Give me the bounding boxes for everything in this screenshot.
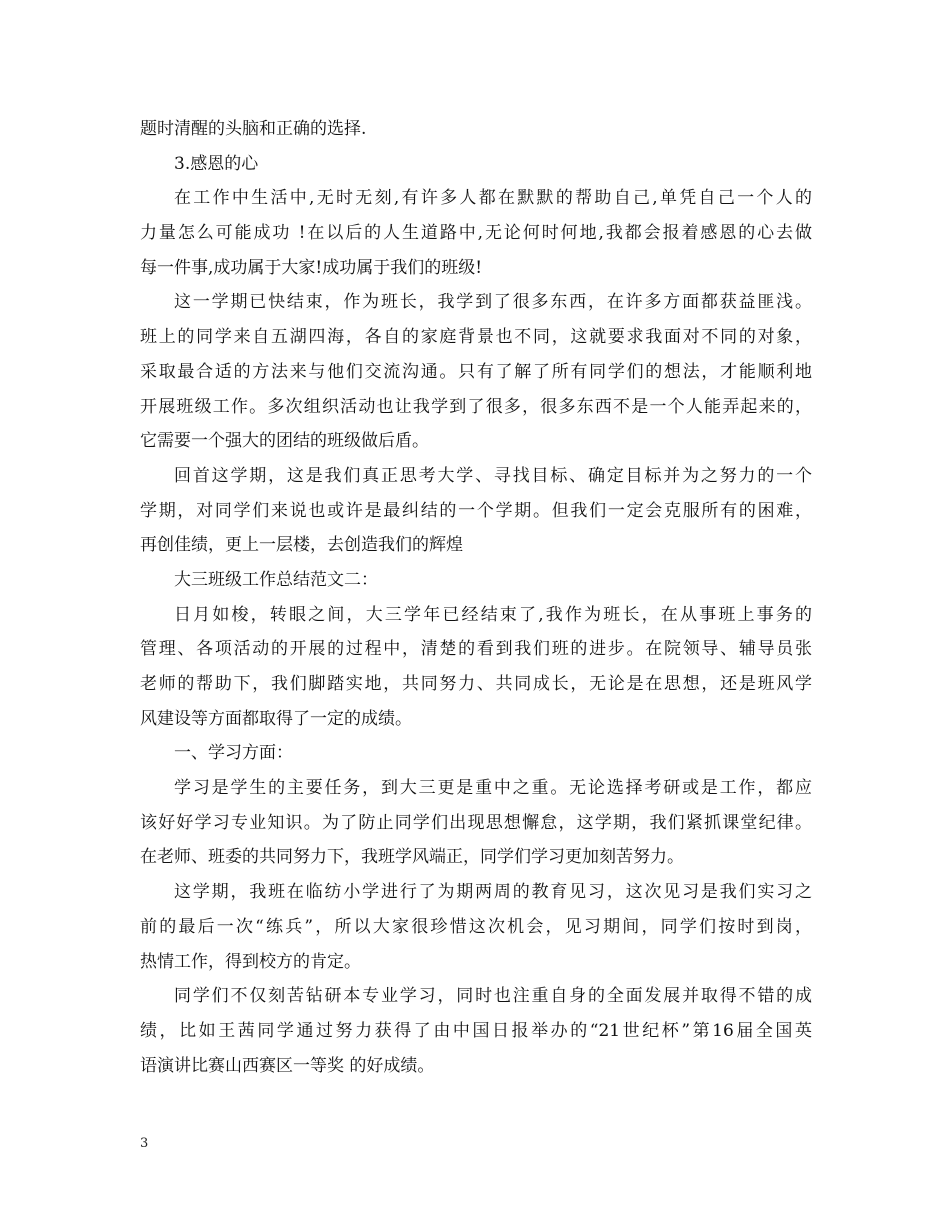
text-line: 再创佳绩，更上一层楼，去创造我们的辉煌 [140, 535, 463, 556]
text-line: 采取最合适的方法来与他们交流沟通。只有了解了所有同学们的想法，才能顺利地 [140, 361, 812, 382]
text-line: 日月如梭，转眼之间，大三学年已经结束了,我作为班长，在从事班上事务的 [174, 604, 812, 625]
text-line: 学习是学生的主要任务，到大三更是重中之重。无论选择考研或是工作，都应 [174, 778, 812, 799]
text-line: 力量怎么可能成功 !在以后的人生道路中,无论何时何地,我都会报着感恩的心去做 [140, 223, 812, 244]
text-line: 同学们不仅刻苦钻研本专业学习，同时也注重自身的全面发展并取得不错的成 [174, 986, 812, 1007]
text-line: 学期，对同学们来说也或许是最纠结的一个学期。但我们一定会克服所有的困难， [140, 500, 812, 521]
text-line: 开展班级工作。多次组织活动也让我学到了很多，很多东西不是一个人能弄起来的， [140, 396, 812, 417]
text-line: 前的最后一次“练兵”，所以大家很珍惜这次机会，见习期间，同学们按时到岗， [140, 916, 812, 937]
text-line: 在老师、班委的共同努力下，我班学风端正，同学们学习更加刻苦努力。 [140, 847, 684, 868]
text-line: 管理、各项活动的开展的过程中，清楚的看到我们班的进步。在院领导、辅导员张 [140, 639, 812, 660]
document-body [140, 112, 812, 1083]
text-line: 3.感恩的心 [174, 153, 259, 174]
text-line: 这学期，我班在临纺小学进行了为期两周的教育见习，这次见习是我们实习之 [174, 882, 812, 903]
text-line: 一、学习方面： [174, 743, 293, 764]
text-line: 班上的同学来自五湖四海，各自的家庭背景也不同，这就要求我面对不同的对象， [140, 327, 812, 348]
text-line: 每一件事,成功属于大家!成功属于我们的班级! [140, 257, 483, 278]
text-line: 绩，比如王茜同学通过努力获得了由中国日报举办的“21世纪杯”第16届全国英 [140, 1020, 812, 1041]
text-line: 在工作中生活中,无时无刻,有许多人都在默默的帮助自己,单凭自己一个人的 [174, 188, 812, 209]
text-line: 题时清醒的头脑和正确的选择. [140, 119, 367, 139]
text-line: 回首这学期，这是我们真正思考大学、寻找目标、确定目标并为之努力的一个 [174, 465, 812, 486]
text-line: 风建设等方面都取得了一定的成绩。 [140, 708, 412, 729]
text-line: 该好好学习专业知识。为了防止同学们出现思想懈怠，这学期，我们紧抓课堂纪律。 [140, 812, 812, 833]
text-line: 大三班级工作总结范文二： [174, 569, 378, 590]
text-line: 老师的帮助下，我们脚踏实地，共同努力、共同成长，无论是在思想，还是班风学 [140, 674, 812, 694]
text-line: 热情工作，得到校方的肯定。 [140, 951, 361, 972]
text-line: 它需要一个强大的团结的班级做后盾。 [140, 431, 429, 452]
page-number: 3 [140, 1136, 149, 1151]
text-line: 语演讲比赛山西赛区一等奖 的好成绩。 [140, 1055, 435, 1076]
text-line: 这一学期已快结束，作为班长，我学到了很多东西，在许多方面都获益匪浅。 [174, 292, 812, 313]
